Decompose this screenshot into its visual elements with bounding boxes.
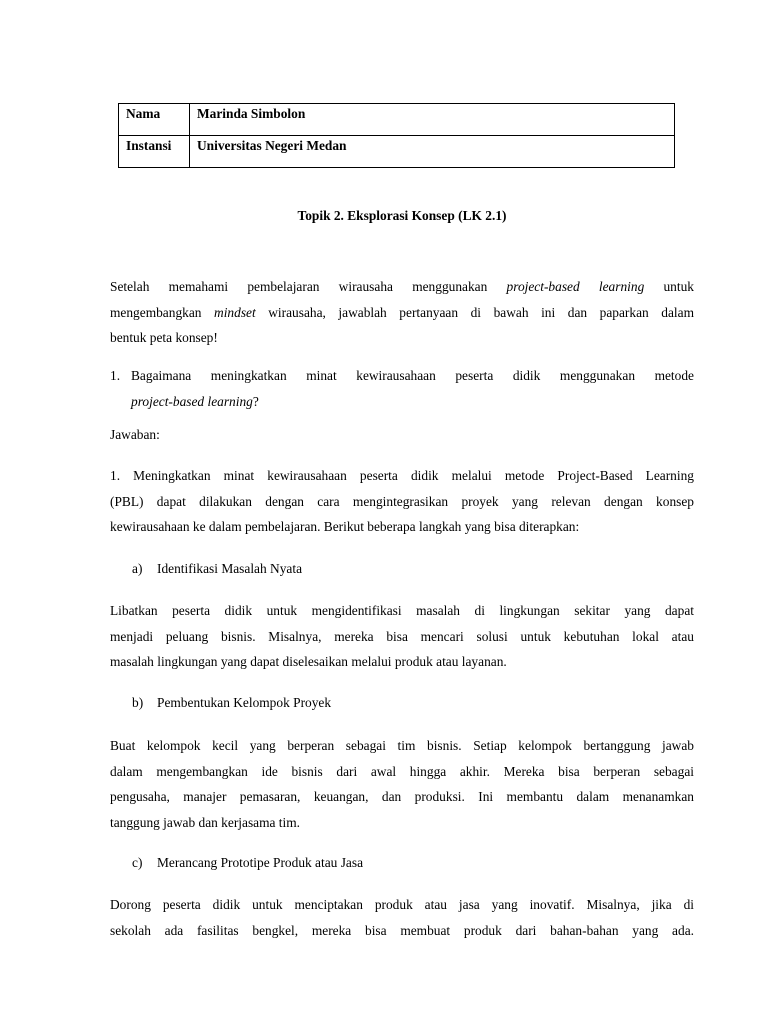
step-heading	[132, 853, 363, 873]
answer-intro-paragraph	[110, 463, 694, 540]
step-letter: c)	[132, 855, 143, 870]
answer-label: Jawaban:	[110, 427, 160, 442]
step-line: Dorong peserta didik untuk menciptakan produk atau jasa yang inovatif. Misalnya, jika di	[110, 897, 694, 912]
intro-line	[110, 300, 694, 326]
intro-text: untuk	[644, 279, 694, 294]
name-label: Nama	[119, 104, 190, 136]
step-letter: b)	[132, 695, 144, 710]
step-paragraph	[110, 733, 694, 835]
intro-italic-term: project-based learning	[506, 279, 645, 294]
institution-value: Universitas Negeri Medan	[190, 136, 675, 168]
question-number: 1.	[110, 368, 121, 383]
answer-line: 1. Meningkatkan minat kewirausahaan peserta didik melalui metode Project-Based Learning	[110, 468, 694, 483]
question-line	[131, 389, 694, 415]
question-item	[110, 363, 694, 414]
step-line: pengusaha, manajer pemasaran, keuangan, dan produksi. Ini membantu dalam menanamkan	[110, 789, 694, 804]
step-line: Libatkan peserta didik untuk mengidentifikasi masalah di lingkungan sekitar yang dapat	[110, 603, 694, 618]
intro-italic-term: mindset	[214, 304, 256, 320]
step-line: tanggung jawab dan kerjasama tim.	[110, 814, 301, 830]
step-letter: a)	[132, 561, 143, 576]
intro-text: Setelah memahami pembelajaran wirausaha menggunakan	[110, 279, 507, 294]
step-paragraph	[110, 598, 694, 675]
answer-line: kewirausahaan ke dalam pembelajaran. Berikut beberapa langkah yang bisa diterapkan:	[110, 519, 580, 534]
document-title: Topik 2. Eksplorasi Konsep (LK 2.1)	[297, 208, 507, 223]
step-line: menjadi peluang bisnis. Misalnya, mereka bisa mencari solusi untuk kebutuhan lokal atau	[110, 628, 694, 644]
step-line: masalah lingkungan yang dapat diselesaikan melalui produk atau layanan.	[110, 654, 507, 669]
step-heading-text: Merancang Prototipe Produk atau Jasa	[157, 855, 364, 870]
name-value: Marinda Simbolon	[190, 104, 675, 136]
table-row	[119, 104, 675, 136]
intro-text: mengembangkan	[110, 304, 215, 320]
step-heading	[132, 559, 302, 579]
step-line: sekolah ada fasilitas bengkel, mereka bisa membuat produk dari bahan-bahan yang ada.	[110, 922, 694, 938]
question-italic-term: project-based learning	[131, 393, 253, 409]
identity-table	[118, 103, 675, 168]
step-line: dalam mengembangkan ide bisnis dari awal hingga akhir. Mereka bisa berperan sebagai	[110, 763, 694, 779]
table-row	[119, 136, 675, 168]
institution-label: Instansi	[119, 136, 190, 168]
step-heading-text: Pembentukan Kelompok Proyek	[157, 695, 332, 710]
answer-line: (PBL) dapat dilakukan dengan cara mengintegrasikan proyek yang relevan dengan konsep	[110, 493, 694, 509]
step-line: Buat kelompok kecil yang berperan sebagai tim bisnis. Setiap kelompok bertanggung jawab	[110, 738, 694, 753]
intro-text: wirausaha, jawablah pertanyaan di bawah ini dan paparkan dalam	[255, 304, 694, 320]
intro-line: bentuk peta konsep!	[110, 330, 218, 345]
intro-line	[110, 274, 694, 300]
intro-paragraph	[110, 274, 694, 351]
step-heading-text: Identifikasi Masalah Nyata	[157, 561, 303, 576]
step-heading	[132, 693, 331, 713]
question-line: Bagaimana meningkatkan minat kewirausahaan peserta didik menggunakan metode	[131, 368, 694, 383]
question-text: ?	[252, 393, 259, 409]
step-paragraph	[110, 892, 694, 943]
